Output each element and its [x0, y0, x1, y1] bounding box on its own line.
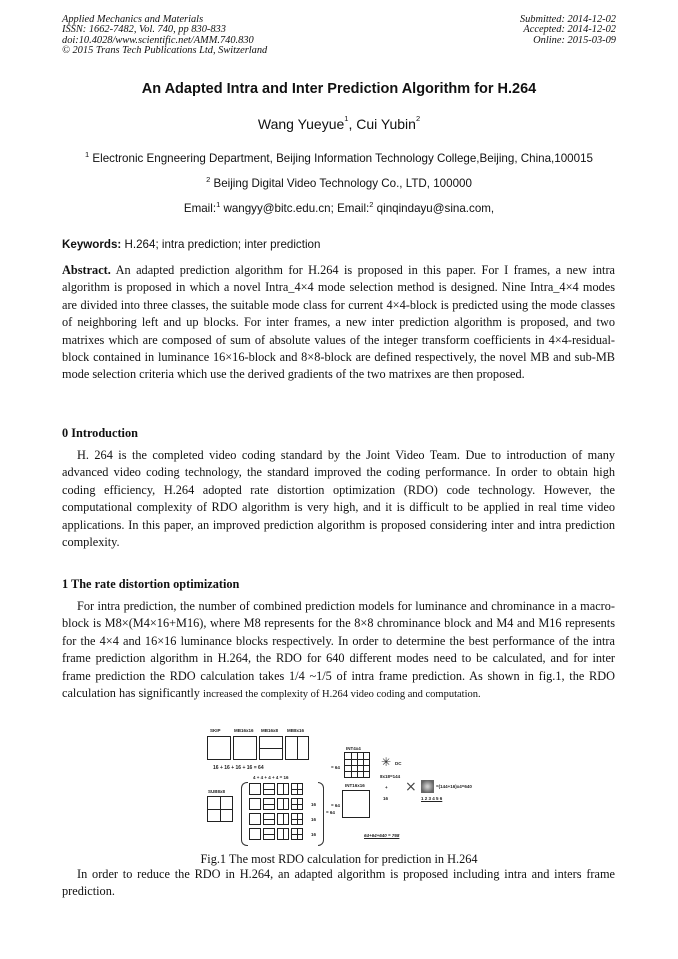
submitted-date: Submitted: 2014-12-02: [519, 14, 616, 25]
email-1[interactable]: wangyy@bitc.edu.cn;: [220, 202, 338, 215]
chroma-block-icon: [421, 780, 434, 793]
email-sup-2: 2: [369, 200, 374, 209]
label-eq64-int4: = 64: [331, 765, 340, 770]
label-eq144: 8x18=144: [380, 774, 401, 779]
author-1: Wang Yueyue: [257, 116, 345, 132]
sub-cell: [277, 798, 289, 810]
sub-cell: [249, 783, 261, 795]
label-eq64-sub: = 64: [326, 810, 335, 815]
label-mb16x8: MB16x8: [261, 728, 279, 733]
email-2[interactable]: qinqindayu@sina.com,: [373, 202, 495, 215]
sub-cell: [263, 828, 275, 840]
copyright-line: © 2015 Trans Tech Publications Ltd, Switzerland: [62, 45, 268, 57]
keywords-text: H.264; intra prediction; inter prediction: [121, 238, 321, 251]
abstract: [62, 262, 615, 384]
section-heading-rdo: 1 The rate distortion optimization: [62, 577, 240, 591]
section-heading-introduction: 0 Introduction: [62, 426, 138, 440]
label-modes: 1 2 3 4 5 6: [421, 796, 443, 801]
sub-cell: [291, 798, 303, 810]
int16x16-block: [342, 790, 370, 818]
affiliation-2-sup: 2: [206, 175, 211, 184]
affiliation-1-text: Electronic Engneering Department, Beijing Information Technology College,Beijing, China,100015: [89, 152, 593, 165]
sub-cell: [291, 828, 303, 840]
label-eq64-int16: = 64: [331, 803, 340, 808]
label-mb8x16: MB8x16: [287, 728, 305, 733]
affiliation-1: [0, 152, 678, 165]
rdo-text: For intra prediction, the number of combined prediction models for luminance and chrominance in a macro-block is M8×(M4×16+M16), where M8 represents for the 8×8 chrominance block and M4 and M16 represents for the 4×4 and 16×16 luminance blocks respectively. In order to determine the best performance of the intra frame prediction algorithm in H.264, the RDO for 640 different modes need to be calculated, and for inter frame prediction the RDO calculation takes 1/4 ~1/5 of intra frame prediction. As shown in fig.1, the RDO calculation has significantly: [62, 599, 615, 701]
label-sub-sum: 4 + 4 + 4 + 4 = 16: [253, 775, 289, 780]
email-sup-1: 1: [216, 200, 221, 209]
sub-cell: [249, 828, 261, 840]
paper-title: An Adapted Intra and Inter Prediction Algorithm for H.264: [141, 81, 537, 97]
journal-name: Applied Mechanics and Materials: [62, 14, 204, 25]
issn-line: ISSN: 1662-7482, Vol. 740, pp 830-833: [62, 24, 226, 36]
sub-cell: [263, 813, 275, 825]
dc-starburst-icon: ✳: [381, 755, 392, 769]
mb16x8-block: [259, 736, 283, 760]
label-dc: DC: [395, 761, 402, 766]
email-line: [0, 202, 678, 215]
right-brace: [318, 782, 324, 846]
skip-block: [207, 736, 231, 760]
label-16d: 16: [383, 796, 389, 801]
label-mb16x16: MB16x16: [234, 728, 254, 733]
label-plus: +: [385, 785, 388, 790]
doi-line: doi:10.4028/www.scientific.net/AMM.740.830: [62, 34, 254, 46]
label-eq640: =(144+16)x4=640: [436, 784, 472, 789]
affiliation-2-text: Beijing Digital Video Technology Co., LTD, 100000: [210, 177, 472, 190]
authors-line: [0, 116, 678, 132]
sub-cell: [291, 813, 303, 825]
rdo-paragraph: [62, 598, 615, 703]
label-sub8x8: SUB8x8: [208, 789, 226, 794]
keywords: [62, 238, 320, 251]
author-1-sup: 1: [344, 114, 349, 123]
sub-cell: [249, 813, 261, 825]
affiliation-1-sup: 1: [85, 150, 90, 159]
sub-cell: [263, 783, 275, 795]
left-brace: [241, 782, 248, 846]
sub-cell: [291, 783, 303, 795]
keywords-label: Keywords:: [62, 238, 122, 251]
sub-cell: [277, 828, 289, 840]
label-row1-sum: 16 + 16 + 16 + 16 = 64: [213, 765, 264, 771]
journal-header: [62, 15, 267, 57]
email-label-2: Email:: [337, 202, 370, 215]
label-int16x16: INT16x16: [345, 783, 365, 788]
closing-paragraph: In order to reduce the RDO in H.264, an adapted algorithm is proposed including intra and inters frame prediction.: [62, 867, 615, 899]
sub-cell: [263, 798, 275, 810]
label-total-768: 64+64+640 = 768: [364, 833, 400, 838]
author-2-sup: 2: [415, 114, 421, 123]
label-16c: 16: [311, 832, 317, 837]
abstract-label: Abstract.: [62, 263, 111, 277]
author-2: Cui Yubin: [356, 116, 416, 132]
multiply-icon: ×: [405, 779, 417, 795]
sub-cell: [277, 813, 289, 825]
label-16b: 16: [311, 817, 317, 822]
sub-cell: [277, 783, 289, 795]
introduction-paragraph: H. 264 is the completed video coding standard by the Joint Video Team. Due to introduction of many advanced video coding technology, the standard improved the coding performance. In order to obtain high coding efficiency, H.264 adopted rate distortion optimization (RDO) code technology. However, the computational complexity of RDO algorithm is very high, and it is difficult to be applied in real time video applications. In this paper, an improved prediction algorithm is proposed considering inter and intra prediction complexity.: [62, 448, 615, 550]
affiliation-2: [0, 177, 678, 190]
abstract-text: An adapted prediction algorithm for H.264 is proposed in this paper. For I frames, a new intra algorithm is proposed in which a novel Intra_4×4 mode selection method is designed. Nine Intra_4×4 modes are divided into three classes, the suitable mode class for current 4×4-block is predicted using the mode classes of neighboring left and up blocks. For inter frames, a new inter prediction algorithm is proposed, and two matrixes which are composed of sum of absolute values of the integer transform coefficients in 4×4-residual-block contained in luminance 16×16-block and 8×8-block are defined respectively, the novel MB and sub-MB mode selection criteria which use the derived gradients of the two matrixes are then proposed.: [62, 263, 615, 382]
mb8x16-block: [285, 736, 309, 760]
author-separator: ,: [348, 116, 357, 132]
label-skip: SKIP: [210, 728, 221, 733]
email-label-1: Email:: [183, 202, 217, 215]
sub8x8-block: [207, 796, 233, 822]
figure-1-diagram: [205, 728, 490, 850]
figure-1-caption: Fig.1 The most RDO calculation for prediction in H.264: [200, 852, 478, 866]
label-16a: 16: [311, 802, 317, 807]
accepted-date: Accepted: 2014-12-02: [523, 24, 616, 36]
rdo-text-small: increased the complexity of H.264 video coding and computation.: [203, 689, 481, 701]
sub-cell: [249, 798, 261, 810]
mb16x16-block: [233, 736, 257, 760]
online-date: Online: 2015-03-09: [533, 34, 616, 46]
dates-header: [520, 15, 616, 46]
label-int4x4: INT4x4: [346, 746, 361, 751]
int4x4-grid: [344, 752, 370, 778]
